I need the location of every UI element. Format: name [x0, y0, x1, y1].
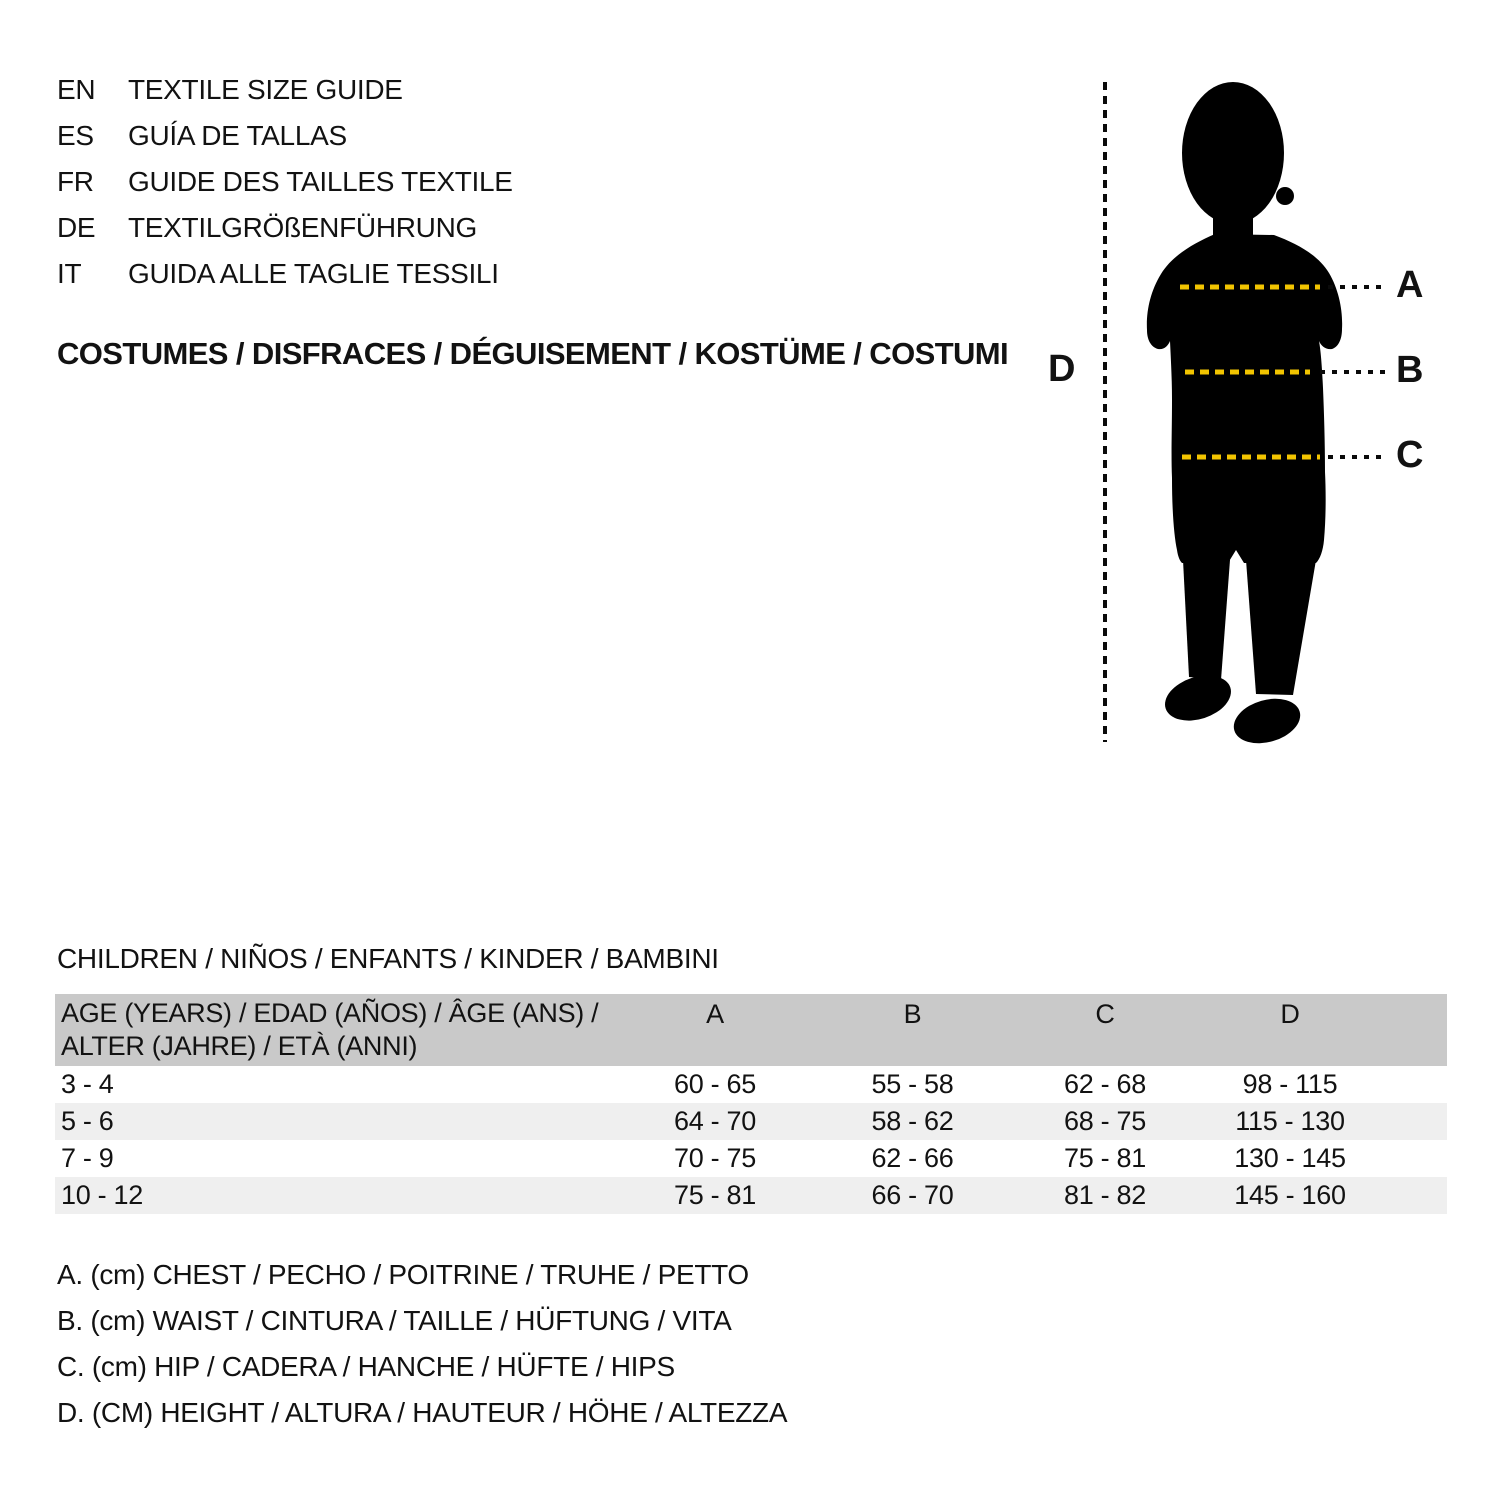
column-header-d: D	[1280, 999, 1300, 1029]
language-code: IT	[57, 258, 82, 289]
age-cell: 3 - 4	[61, 1069, 114, 1099]
waist-cell: 66 - 70	[871, 1180, 954, 1210]
age-header-line2: ALTER (JAHRE) / ETÀ (ANNI)	[61, 1031, 418, 1061]
silhouette-left-leg	[1183, 560, 1230, 680]
chest-cell: 70 - 75	[674, 1143, 756, 1173]
hip-label-c: C	[1396, 434, 1424, 476]
size-table-header-row	[55, 994, 1447, 1066]
child-silhouette	[1070, 78, 1410, 758]
language-row	[57, 120, 513, 166]
children-section-title: CHILDREN / NIÑOS / ENFANTS / KINDER / BAMBINI	[57, 943, 719, 974]
waist-cell: 62 - 66	[871, 1143, 954, 1173]
language-row	[57, 166, 513, 212]
age-header-line1: AGE (YEARS) / EDAD (AÑOS) / ÂGE (ANS) /	[61, 998, 599, 1028]
age-cell: 7 - 9	[61, 1143, 114, 1173]
language-title: GUIDE DES TAILLES TEXTILE	[128, 166, 513, 197]
table-row	[55, 1140, 1447, 1177]
language-title: TEXTILE SIZE GUIDE	[128, 74, 403, 105]
chest-cell: 75 - 81	[674, 1180, 756, 1210]
language-code: EN	[57, 74, 96, 105]
column-header-a: A	[706, 999, 724, 1029]
silhouette-ear	[1276, 187, 1294, 205]
age-column-header	[55, 994, 615, 1066]
language-title-block	[57, 74, 513, 304]
height-cell: 115 - 130	[1235, 1106, 1345, 1136]
legend-line-hip: C. (cm) HIP / CADERA / HANCHE / HÜFTE / HIPS	[57, 1351, 675, 1382]
table-row	[55, 1177, 1447, 1214]
age-cell: 10 - 12	[61, 1180, 143, 1210]
height-cell: 130 - 145	[1234, 1143, 1346, 1173]
age-cell: 5 - 6	[61, 1106, 114, 1136]
language-row	[57, 74, 513, 120]
chest-cell: 60 - 65	[674, 1069, 756, 1099]
height-cell: 145 - 160	[1234, 1180, 1346, 1210]
language-title: GUIDA ALLE TAGLIE TESSILI	[128, 258, 499, 289]
category-title: COSTUMES / DISFRACES / DÉGUISEMENT / KOSTÜME / COSTUMI	[57, 336, 1009, 371]
column-header-c: C	[1095, 999, 1115, 1029]
legend-line-chest: A. (cm) CHEST / PECHO / POITRINE / TRUHE / PETTO	[57, 1259, 749, 1290]
language-title: TEXTILGRÖßENFÜHRUNG	[128, 212, 477, 243]
silhouette-right-shoe	[1229, 691, 1306, 750]
column-header-b: B	[903, 999, 922, 1029]
header-spacer	[1380, 994, 1447, 1066]
measurement-legend	[57, 1252, 787, 1436]
legend-line-waist: B. (cm) WAIST / CINTURA / TAILLE / HÜFTUNG / VITA	[57, 1305, 732, 1336]
hip-cell: 68 - 75	[1064, 1106, 1146, 1136]
table-row	[55, 1103, 1447, 1140]
height-label-d: D	[1048, 348, 1076, 390]
hip-cell: 75 - 81	[1064, 1143, 1146, 1173]
height-cell: 98 - 115	[1242, 1069, 1338, 1099]
language-code: ES	[57, 120, 94, 151]
chest-label-a: A	[1396, 264, 1424, 306]
language-row	[57, 258, 513, 304]
silhouette-torso	[1147, 234, 1342, 563]
hip-cell: 62 - 68	[1064, 1069, 1146, 1099]
language-title: GUÍA DE TALLAS	[128, 120, 347, 151]
hip-cell: 81 - 82	[1064, 1180, 1146, 1210]
size-table	[55, 994, 1447, 1214]
waist-label-b: B	[1396, 349, 1424, 391]
language-code: FR	[57, 166, 94, 197]
legend-line-height: D. (CM) HEIGHT / ALTURA / HAUTEUR / HÖHE / ALTEZZA	[57, 1397, 788, 1428]
waist-cell: 55 - 58	[871, 1069, 954, 1099]
language-row	[57, 212, 513, 258]
language-code: DE	[57, 212, 96, 243]
silhouette-right-leg	[1246, 560, 1316, 695]
silhouette-left-shoe	[1159, 668, 1237, 729]
table-row	[55, 1066, 1447, 1103]
chest-cell: 64 - 70	[674, 1106, 756, 1136]
waist-cell: 58 - 62	[871, 1106, 954, 1136]
